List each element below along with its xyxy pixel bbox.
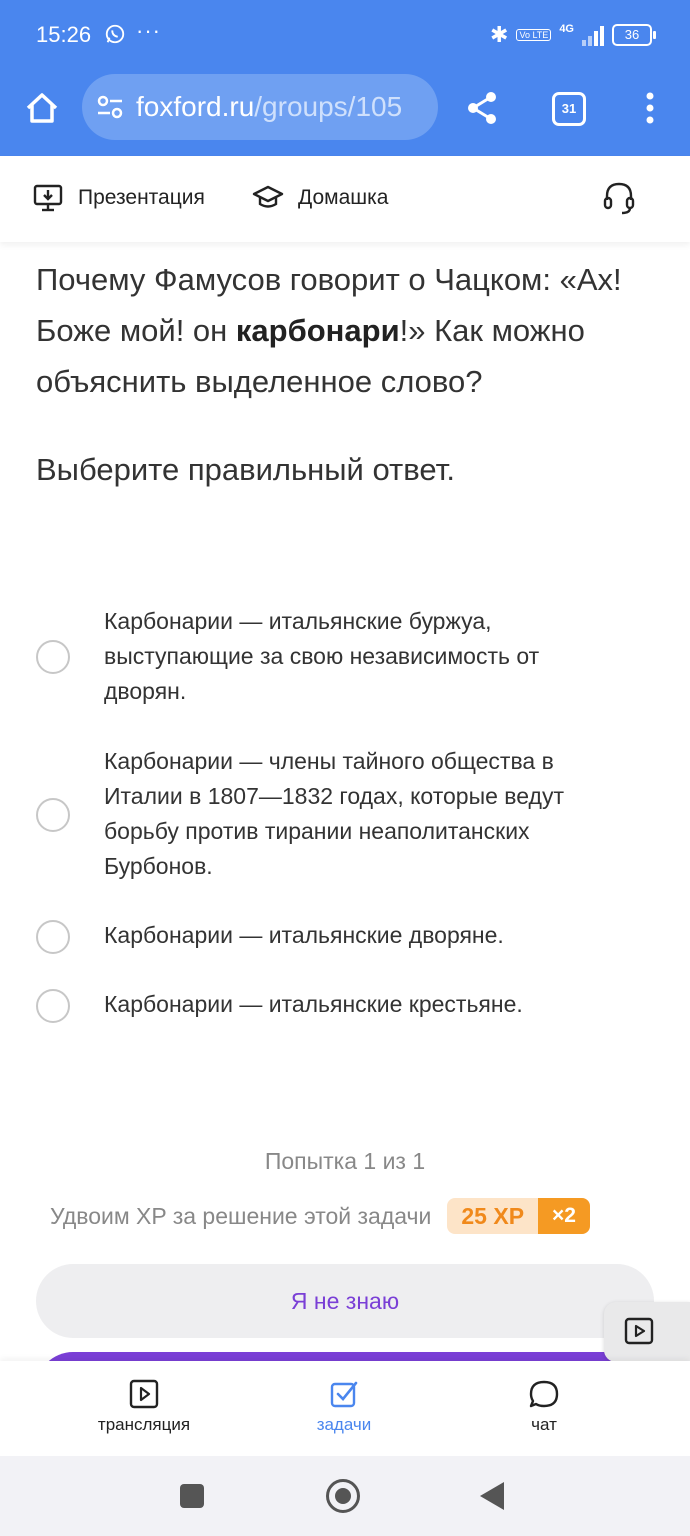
support-headset-icon[interactable] [602, 180, 636, 216]
download-presentation-icon [32, 182, 64, 214]
xp-multiplier: ×2 [538, 1198, 590, 1234]
home-icon[interactable] [22, 88, 62, 128]
url-text[interactable]: foxford.ru/groups/105 [136, 91, 403, 122]
battery-icon: 36 [612, 24, 652, 46]
presentation-label: Презентация [78, 186, 205, 209]
question-text: Почему Фамусов говорит о Чацком: «Ах! Боже мой! он карбонари!» Как можно объяснить выделенное слово? [36, 262, 622, 399]
highlighted-word: карбонари [235, 313, 400, 348]
bottom-navigation [0, 1361, 690, 1456]
url-row [0, 74, 690, 146]
presentation-button[interactable] [32, 182, 205, 214]
floating-video-button[interactable] [604, 1302, 690, 1362]
answer-option-1[interactable] [36, 604, 656, 712]
answer-instruction: Выберите правильный ответ. [36, 452, 455, 487]
whatsapp-icon [104, 23, 126, 45]
xp-bonus-text: Удвоим XP за решение этой задачи [50, 1202, 432, 1229]
video-play-icon [624, 1316, 654, 1346]
chat-bubble-icon [529, 1379, 559, 1409]
homework-label: Домашка [298, 186, 389, 209]
answer-option-2[interactable] [36, 744, 656, 884]
answer-option-3[interactable] [36, 920, 656, 956]
tabs-count-button[interactable]: 31 [552, 92, 586, 126]
nav-tasks-label: задачи [316, 1415, 372, 1434]
site-settings-icon[interactable] [96, 94, 124, 120]
browser-chrome [0, 0, 690, 156]
homework-button[interactable] [252, 182, 388, 214]
radio-button[interactable] [36, 989, 70, 1023]
attempt-counter: Попытка 1 из 1 [264, 1148, 426, 1174]
video-play-icon [129, 1379, 159, 1409]
answer-option-4[interactable] [36, 989, 656, 1025]
share-icon[interactable] [462, 88, 502, 128]
recents-icon[interactable] [180, 1484, 204, 1508]
option-label: Карбонарии — итальянские буржуа, выступающие за свою независимость от дворян. [104, 608, 540, 704]
system-navigation-bar [0, 1456, 690, 1536]
home-circle-icon[interactable] [326, 1479, 360, 1513]
nav-stream-label: трансляция [97, 1415, 191, 1434]
status-time: 15:26 [36, 22, 92, 47]
option-label: Карбонарии — итальянские дворяне. [104, 922, 504, 948]
option-label: Карбонарии — члены тайного общества в Италии в 1807—1832 годах, которые ведут борьбу против тирании неаполитанских Бурбонов. [104, 748, 564, 879]
dont-know-button[interactable]: Я не знаю [36, 1264, 654, 1338]
back-icon[interactable] [480, 1482, 504, 1510]
nav-stream[interactable] [64, 1379, 224, 1435]
xp-badge [447, 1198, 590, 1234]
radio-button[interactable] [36, 920, 70, 954]
bluetooth-icon: ✱ [490, 22, 509, 47]
graduation-cap-icon [252, 182, 284, 214]
nav-chat[interactable] [464, 1379, 624, 1435]
radio-button[interactable] [36, 640, 70, 674]
address-bar[interactable] [82, 74, 438, 140]
option-label: Карбонарии — итальянские крестьяне. [104, 991, 523, 1017]
signal-icon [582, 24, 604, 46]
nav-tasks[interactable] [264, 1379, 424, 1435]
volte-icon: Vo LTE [516, 29, 551, 41]
status-icons [490, 22, 652, 48]
nav-chat-label: чат [531, 1415, 557, 1434]
xp-bonus-row [50, 1198, 590, 1234]
browser-menu-icon[interactable] [640, 88, 660, 128]
radio-button[interactable] [36, 798, 70, 832]
network-type: 4G [559, 23, 574, 35]
lesson-toolbar [0, 156, 690, 242]
xp-value: 25 XP [447, 1198, 538, 1234]
status-bar [0, 0, 690, 72]
checkbox-icon [329, 1379, 359, 1409]
more-notifications-icon: ··· [136, 18, 161, 43]
